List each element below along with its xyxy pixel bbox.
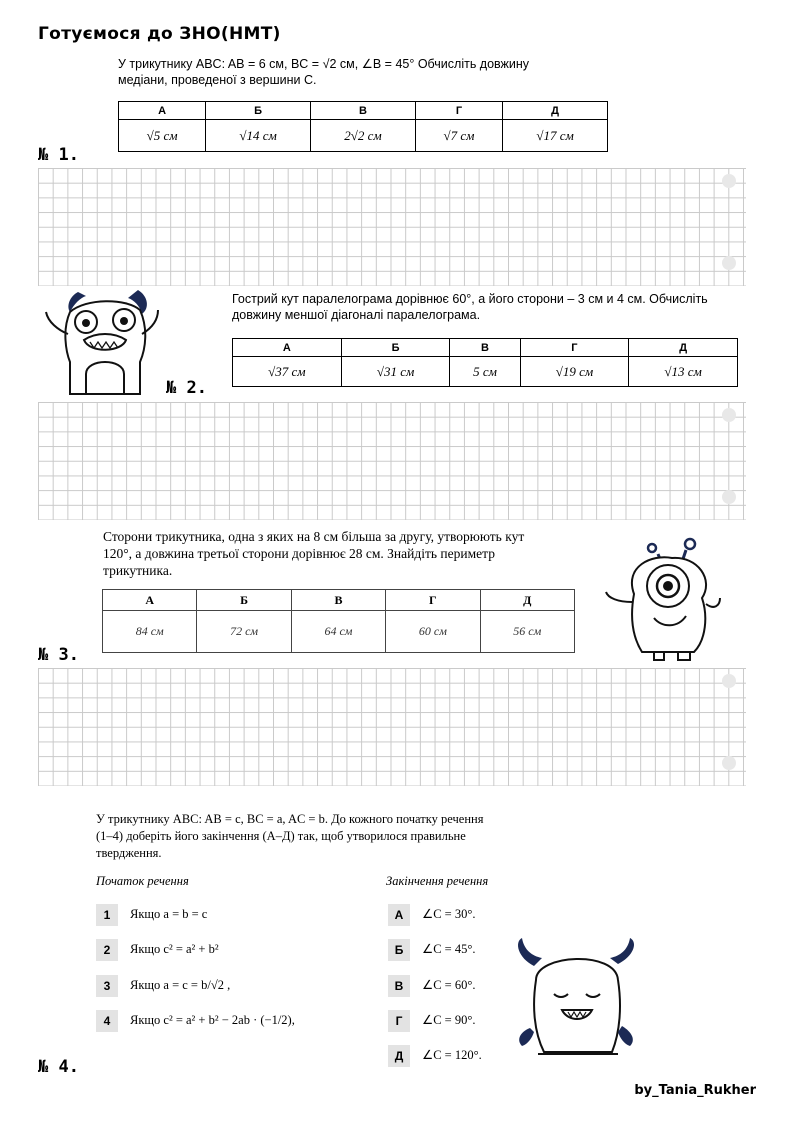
beginning-number: 2 [96, 939, 118, 961]
answer-letter: Б [341, 339, 450, 357]
answer-letter: А [233, 339, 342, 357]
answer-value: √14 см [206, 120, 311, 152]
answer-value: √31 см [341, 357, 450, 387]
ending-item [388, 939, 475, 961]
ending-letter: В [388, 975, 410, 997]
ending-text: ∠C = 30°. [422, 906, 476, 921]
answer-value: 60 см [386, 611, 480, 653]
beginning-number: 4 [96, 1010, 118, 1032]
ending-item [388, 1010, 475, 1032]
ending-item [388, 904, 475, 926]
problem2-text-line1: Гострий кут паралелограма дорівнює 60°, а його сторони – 3 см и 4 см. Обчисліть [232, 292, 708, 306]
ending-letter: Г [388, 1010, 410, 1032]
cyclops-doodle [602, 536, 722, 664]
answer-value: 5 см [450, 357, 520, 387]
page-title: Готуємося до ЗНО(НМТ) [38, 24, 281, 44]
binder-hole [722, 490, 736, 504]
answer-letter: Г [386, 590, 480, 611]
beginning-item [96, 975, 230, 997]
problem3-text-line2: 120°, а довжина третьої сторони дорівнює 28 см. Знайдіть периметр [103, 546, 495, 561]
ending-item [388, 1045, 482, 1067]
problem4-text-line3: твердження. [96, 846, 162, 860]
problem3-text [103, 528, 524, 579]
answer-value: √13 см [629, 357, 738, 387]
answer-value: 64 см [291, 611, 385, 653]
monster-doodle-1 [40, 282, 165, 402]
answer-letter: В [450, 339, 520, 357]
answer-letter: Д [503, 102, 608, 120]
ending-letter: Д [388, 1045, 410, 1067]
binder-hole [722, 408, 736, 422]
answer-letter: Г [520, 339, 629, 357]
problem3-text-line3: трикутника. [103, 563, 173, 578]
answer-value: 56 см [480, 611, 574, 653]
binder-hole [722, 174, 736, 188]
answer-letter: В [311, 102, 416, 120]
problem4-text-line2: (1–4) доберіть його закінчення (А–Д) так, щоб утворилося правильне [96, 829, 466, 843]
answer-value: √37 см [233, 357, 342, 387]
binder-hole [722, 756, 736, 770]
answer-value: √19 см [520, 357, 629, 387]
problem2-grid-area [38, 402, 746, 520]
problem1-text [118, 56, 529, 88]
beginning-item [96, 939, 219, 961]
beginning-item [96, 904, 207, 926]
author-signature: by_Tania_Rukher [634, 1083, 756, 1098]
problem1-text-line2: медіани, проведеної з вершини C. [118, 73, 317, 87]
ending-letter: А [388, 904, 410, 926]
beginnings-header: Початок речення [96, 874, 189, 888]
answer-letter: Б [206, 102, 311, 120]
beginning-text: Якщо a = b = c [130, 906, 208, 921]
answer-letter: А [103, 590, 197, 611]
ending-text: ∠C = 60°. [422, 977, 476, 992]
beginning-text: Якщо c² = a² + b² − 2ab · (−1/2), [130, 1012, 295, 1027]
problem4-number: № 4. [38, 1057, 79, 1077]
problem1-answer-table [118, 101, 608, 152]
problem1-text-line1: У трикутнику ABC: AB = 6 см, BC = √2 см, ∠B = 45° Обчисліть довжину [118, 57, 530, 71]
problem3-answer-table [102, 589, 575, 653]
beginning-text: Якщо c² = a² + b² [130, 941, 219, 956]
problem2-text [232, 291, 708, 323]
problem2-answer-table [232, 338, 738, 387]
problem1-number: № 1. [38, 145, 79, 165]
binder-hole [722, 256, 736, 270]
monster-doodle-2 [508, 936, 644, 1066]
beginning-text: Якщо a = c = b/√2 , [130, 977, 231, 992]
ending-text: ∠C = 120°. [422, 1047, 482, 1062]
answer-letter: Д [480, 590, 574, 611]
answer-letter: Д [629, 339, 738, 357]
problem3-text-line1: Сторони трикутника, одна з яких на 8 см більша за другу, утворюють кут [103, 529, 525, 544]
beginning-number: 3 [96, 975, 118, 997]
ending-text: ∠C = 90°. [422, 1012, 476, 1027]
answer-letter: Б [197, 590, 291, 611]
beginning-item [96, 1010, 295, 1032]
ending-letter: Б [388, 939, 410, 961]
answer-letter: В [291, 590, 385, 611]
problem3-number: № 3. [38, 645, 79, 665]
problem3-grid-area [38, 668, 746, 786]
answer-value: 72 см [197, 611, 291, 653]
problem2-text-line2: довжину меншої діагоналі паралелограма. [232, 308, 481, 322]
binder-hole [722, 674, 736, 688]
problem4-text [96, 811, 483, 862]
answer-value: 2√2 см [311, 120, 416, 152]
ending-item [388, 975, 475, 997]
beginning-number: 1 [96, 904, 118, 926]
answer-value: √17 см [503, 120, 608, 152]
answer-value: √5 см [119, 120, 206, 152]
answer-value: √7 см [415, 120, 502, 152]
answer-letter: А [119, 102, 206, 120]
answer-value: 84 см [103, 611, 197, 653]
problem2-number: № 2. [166, 378, 207, 398]
ending-text: ∠C = 45°. [422, 941, 476, 956]
problem1-grid-area [38, 168, 746, 286]
endings-header: Закінчення речення [386, 874, 489, 888]
problem4-text-line1: У трикутнику ABC: AB = c, BC = a, AC = b. До кожного початку речення [96, 812, 484, 826]
answer-letter: Г [415, 102, 502, 120]
